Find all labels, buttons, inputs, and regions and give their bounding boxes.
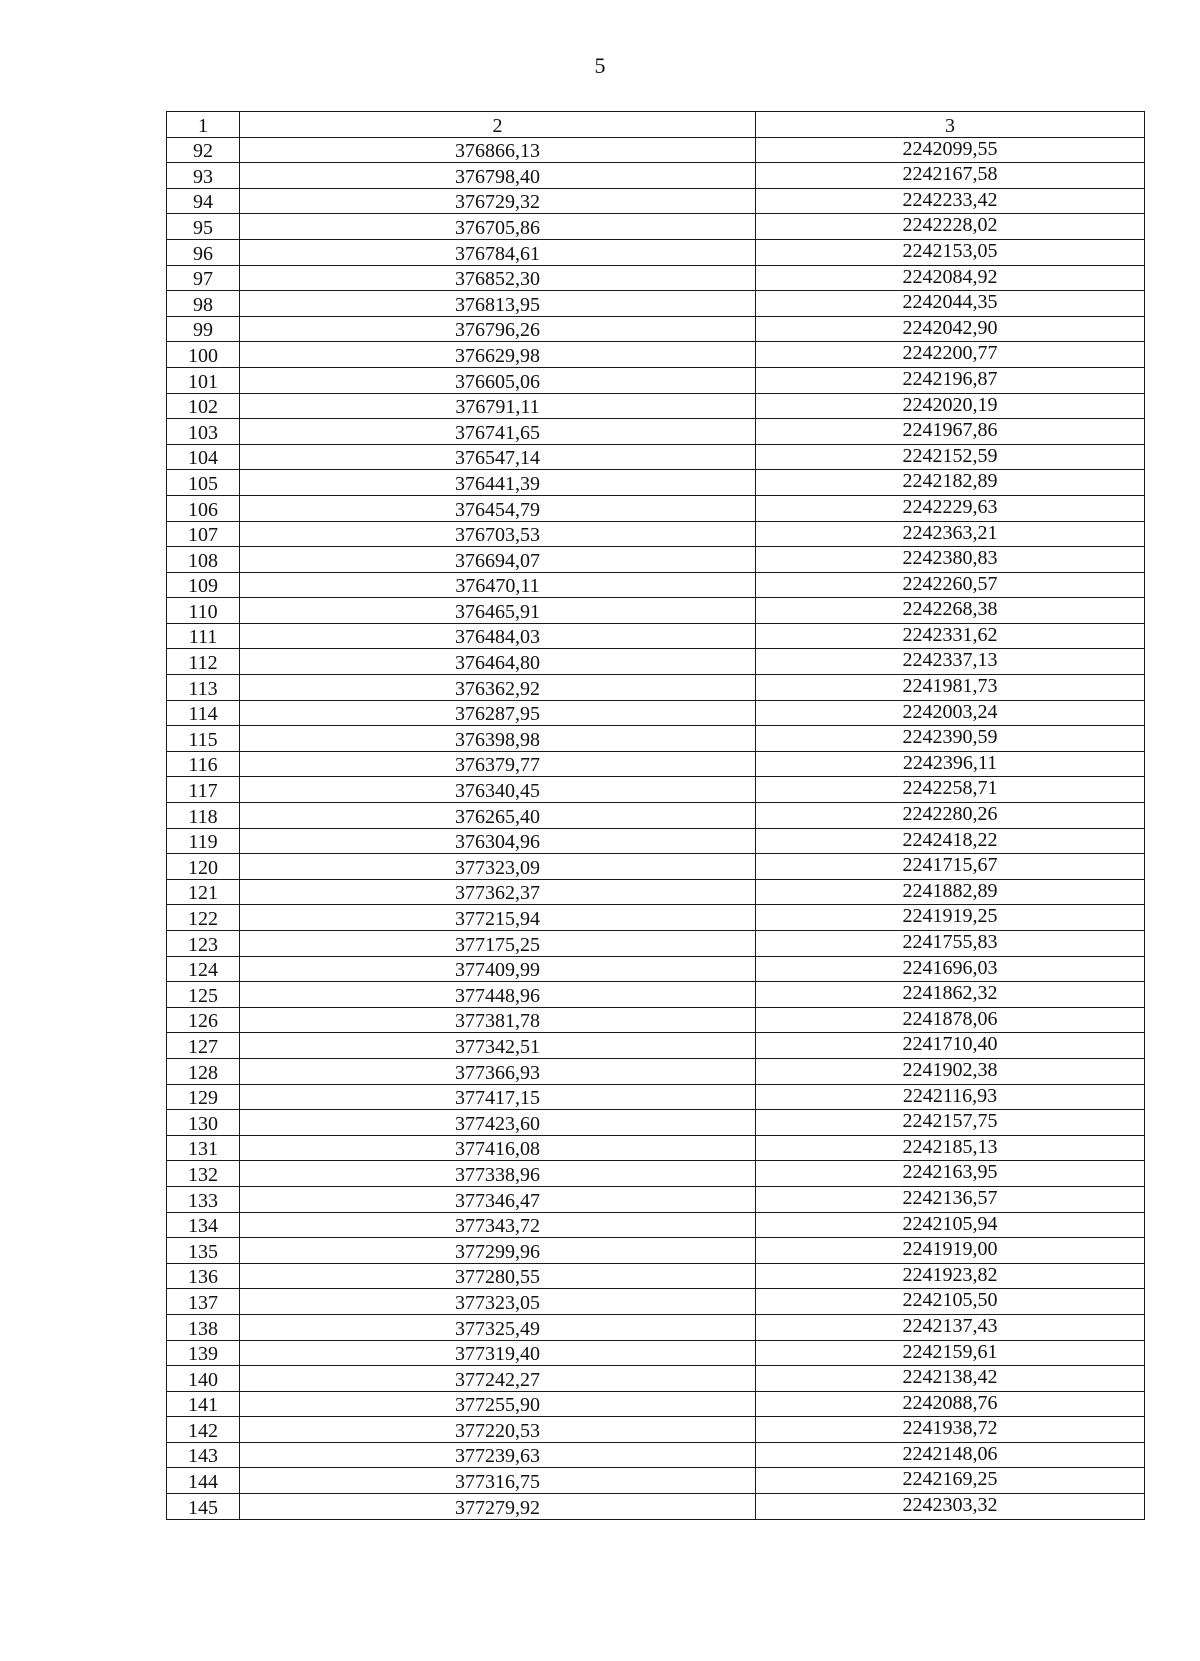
- table-row: [167, 598, 1145, 624]
- x-coordinate-cell: 376454,79: [240, 495, 756, 521]
- y-coordinate-cell: 2242363,21: [756, 521, 1145, 547]
- point-number-cell: 120: [167, 854, 240, 880]
- y-coordinate-cell: 2242258,71: [756, 777, 1145, 803]
- y-coordinate-cell: 2242303,32: [756, 1494, 1145, 1520]
- point-number-cell: 135: [167, 1238, 240, 1264]
- y-coordinate-cell: 2242152,59: [756, 444, 1145, 470]
- point-number-cell: 110: [167, 598, 240, 624]
- point-number-cell: 128: [167, 1058, 240, 1084]
- column-header-3: 3: [756, 112, 1145, 138]
- y-coordinate-cell: 2242337,13: [756, 649, 1145, 675]
- y-coordinate-cell: 2242136,57: [756, 1186, 1145, 1212]
- table-row: [167, 521, 1145, 547]
- y-coordinate-cell: 2242196,87: [756, 367, 1145, 393]
- point-number-cell: 142: [167, 1417, 240, 1443]
- x-coordinate-cell: 377448,96: [240, 982, 756, 1008]
- table-body: [167, 137, 1145, 1519]
- x-coordinate-cell: 376866,13: [240, 137, 756, 163]
- y-coordinate-cell: 2241715,67: [756, 854, 1145, 880]
- page-number: 5: [594, 53, 606, 78]
- table-row: [167, 700, 1145, 726]
- x-coordinate-cell: 376784,61: [240, 239, 756, 265]
- y-coordinate-cell: 2242105,94: [756, 1212, 1145, 1238]
- y-coordinate-cell: 2242157,75: [756, 1110, 1145, 1136]
- point-number-cell: 145: [167, 1494, 240, 1520]
- point-number-cell: 104: [167, 444, 240, 470]
- x-coordinate-cell: 376304,96: [240, 828, 756, 854]
- x-coordinate-cell: 377409,99: [240, 956, 756, 982]
- table-row: [167, 367, 1145, 393]
- column-header-2: 2: [240, 112, 756, 138]
- table-row: [167, 1033, 1145, 1059]
- table-row: [167, 1238, 1145, 1264]
- y-coordinate-cell: 2241755,83: [756, 931, 1145, 957]
- point-number-cell: 112: [167, 649, 240, 675]
- table-row: [167, 1212, 1145, 1238]
- table-row: [167, 1263, 1145, 1289]
- x-coordinate-cell: 376629,98: [240, 342, 756, 368]
- y-coordinate-cell: 2241981,73: [756, 675, 1145, 701]
- x-coordinate-cell: 377366,93: [240, 1058, 756, 1084]
- point-number-cell: 137: [167, 1289, 240, 1315]
- table-row: [167, 393, 1145, 419]
- x-coordinate-cell: 376798,40: [240, 163, 756, 189]
- y-coordinate-cell: 2242105,50: [756, 1289, 1145, 1315]
- x-coordinate-cell: 376705,86: [240, 214, 756, 240]
- y-coordinate-cell: 2242020,19: [756, 393, 1145, 419]
- x-coordinate-cell: 377316,75: [240, 1468, 756, 1494]
- x-coordinate-cell: 376470,11: [240, 572, 756, 598]
- table-row: [167, 623, 1145, 649]
- point-number-cell: 99: [167, 316, 240, 342]
- y-coordinate-cell: 2242200,77: [756, 342, 1145, 368]
- table-row: [167, 265, 1145, 291]
- y-coordinate-cell: 2242229,63: [756, 495, 1145, 521]
- point-number-cell: 140: [167, 1366, 240, 1392]
- table-row: [167, 1314, 1145, 1340]
- x-coordinate-cell: 377342,51: [240, 1033, 756, 1059]
- table-row: [167, 1442, 1145, 1468]
- point-number-cell: 118: [167, 803, 240, 829]
- y-coordinate-cell: 2242390,59: [756, 726, 1145, 752]
- x-coordinate-cell: 377215,94: [240, 905, 756, 931]
- table-row: [167, 1084, 1145, 1110]
- y-coordinate-cell: 2242099,55: [756, 137, 1145, 163]
- table-row: [167, 163, 1145, 189]
- table-row: [167, 495, 1145, 521]
- table-row: [167, 547, 1145, 573]
- y-coordinate-cell: 2242331,62: [756, 623, 1145, 649]
- point-number-cell: 92: [167, 137, 240, 163]
- point-number-cell: 129: [167, 1084, 240, 1110]
- y-coordinate-cell: 2241862,32: [756, 982, 1145, 1008]
- x-coordinate-cell: 376813,95: [240, 291, 756, 317]
- table-row: [167, 214, 1145, 240]
- column-header-1: 1: [167, 112, 240, 138]
- coordinates-table: [166, 111, 1145, 1520]
- table-row: [167, 137, 1145, 163]
- table-row: [167, 956, 1145, 982]
- point-number-cell: 95: [167, 214, 240, 240]
- point-number-cell: 138: [167, 1314, 240, 1340]
- y-coordinate-cell: 2241919,25: [756, 905, 1145, 931]
- table-row: [167, 854, 1145, 880]
- point-number-cell: 94: [167, 188, 240, 214]
- x-coordinate-cell: 377239,63: [240, 1442, 756, 1468]
- x-coordinate-cell: 376729,32: [240, 188, 756, 214]
- point-number-cell: 143: [167, 1442, 240, 1468]
- table-row: [167, 419, 1145, 445]
- x-coordinate-cell: 376796,26: [240, 316, 756, 342]
- table-row: [167, 470, 1145, 496]
- x-coordinate-cell: 376605,06: [240, 367, 756, 393]
- table-row: [167, 1468, 1145, 1494]
- x-coordinate-cell: 376547,14: [240, 444, 756, 470]
- table-row: [167, 1135, 1145, 1161]
- y-coordinate-cell: 2242268,38: [756, 598, 1145, 624]
- table-row: [167, 1007, 1145, 1033]
- point-number-cell: 96: [167, 239, 240, 265]
- point-number-cell: 109: [167, 572, 240, 598]
- y-coordinate-cell: 2242163,95: [756, 1161, 1145, 1187]
- table-header-row: [167, 112, 1145, 138]
- y-coordinate-cell: 2242260,57: [756, 572, 1145, 598]
- point-number-cell: 106: [167, 495, 240, 521]
- x-coordinate-cell: 376398,98: [240, 726, 756, 752]
- y-coordinate-cell: 2241967,86: [756, 419, 1145, 445]
- point-number-cell: 139: [167, 1340, 240, 1366]
- point-number-cell: 133: [167, 1186, 240, 1212]
- point-number-cell: 115: [167, 726, 240, 752]
- table-row: [167, 316, 1145, 342]
- table-row: [167, 649, 1145, 675]
- point-number-cell: 126: [167, 1007, 240, 1033]
- x-coordinate-cell: 376852,30: [240, 265, 756, 291]
- point-number-cell: 116: [167, 751, 240, 777]
- point-number-cell: 107: [167, 521, 240, 547]
- x-coordinate-cell: 377255,90: [240, 1391, 756, 1417]
- y-coordinate-cell: 2241710,40: [756, 1033, 1145, 1059]
- table-row: [167, 931, 1145, 957]
- point-number-cell: 122: [167, 905, 240, 931]
- y-coordinate-cell: 2241696,03: [756, 956, 1145, 982]
- point-number-cell: 136: [167, 1263, 240, 1289]
- x-coordinate-cell: 377323,05: [240, 1289, 756, 1315]
- x-coordinate-cell: 376441,39: [240, 470, 756, 496]
- x-coordinate-cell: 377299,96: [240, 1238, 756, 1264]
- x-coordinate-cell: 377319,40: [240, 1340, 756, 1366]
- x-coordinate-cell: 376703,53: [240, 521, 756, 547]
- point-number-cell: 132: [167, 1161, 240, 1187]
- table-row: [167, 572, 1145, 598]
- y-coordinate-cell: 2241938,72: [756, 1417, 1145, 1443]
- x-coordinate-cell: 377175,25: [240, 931, 756, 957]
- y-coordinate-cell: 2241919,00: [756, 1238, 1145, 1264]
- point-number-cell: 102: [167, 393, 240, 419]
- y-coordinate-cell: 2242396,11: [756, 751, 1145, 777]
- table-row: [167, 982, 1145, 1008]
- table-row: [167, 1161, 1145, 1187]
- table-row: [167, 751, 1145, 777]
- point-number-cell: 113: [167, 675, 240, 701]
- table-row: [167, 879, 1145, 905]
- table-row: [167, 675, 1145, 701]
- x-coordinate-cell: 376694,07: [240, 547, 756, 573]
- x-coordinate-cell: 377338,96: [240, 1161, 756, 1187]
- x-coordinate-cell: 376362,92: [240, 675, 756, 701]
- x-coordinate-cell: 377346,47: [240, 1186, 756, 1212]
- x-coordinate-cell: 377325,49: [240, 1314, 756, 1340]
- x-coordinate-cell: 376379,77: [240, 751, 756, 777]
- table-row: [167, 444, 1145, 470]
- y-coordinate-cell: 2242137,43: [756, 1314, 1145, 1340]
- point-number-cell: 141: [167, 1391, 240, 1417]
- table-row: [167, 1110, 1145, 1136]
- y-coordinate-cell: 2242153,05: [756, 239, 1145, 265]
- y-coordinate-cell: 2242116,93: [756, 1084, 1145, 1110]
- x-coordinate-cell: 377343,72: [240, 1212, 756, 1238]
- table-row: [167, 239, 1145, 265]
- table-row: [167, 1340, 1145, 1366]
- point-number-cell: 103: [167, 419, 240, 445]
- x-coordinate-cell: 377416,08: [240, 1135, 756, 1161]
- x-coordinate-cell: 377279,92: [240, 1494, 756, 1520]
- point-number-cell: 123: [167, 931, 240, 957]
- table-row: [167, 1366, 1145, 1392]
- x-coordinate-cell: 377417,15: [240, 1084, 756, 1110]
- table-row: [167, 828, 1145, 854]
- point-number-cell: 134: [167, 1212, 240, 1238]
- point-number-cell: 130: [167, 1110, 240, 1136]
- table-row: [167, 777, 1145, 803]
- table-row: [167, 905, 1145, 931]
- point-number-cell: 100: [167, 342, 240, 368]
- x-coordinate-cell: 376484,03: [240, 623, 756, 649]
- x-coordinate-cell: 376287,95: [240, 700, 756, 726]
- point-number-cell: 117: [167, 777, 240, 803]
- table-row: [167, 1417, 1145, 1443]
- point-number-cell: 124: [167, 956, 240, 982]
- table-row: [167, 188, 1145, 214]
- y-coordinate-cell: 2241878,06: [756, 1007, 1145, 1033]
- y-coordinate-cell: 2242044,35: [756, 291, 1145, 317]
- point-number-cell: 131: [167, 1135, 240, 1161]
- x-coordinate-cell: 377423,60: [240, 1110, 756, 1136]
- point-number-cell: 125: [167, 982, 240, 1008]
- table-row: [167, 1391, 1145, 1417]
- y-coordinate-cell: 2242148,06: [756, 1442, 1145, 1468]
- table-row: [167, 1058, 1145, 1084]
- table-row: [167, 1494, 1145, 1520]
- y-coordinate-cell: 2242380,83: [756, 547, 1145, 573]
- y-coordinate-cell: 2241902,38: [756, 1058, 1145, 1084]
- y-coordinate-cell: 2242138,42: [756, 1366, 1145, 1392]
- x-coordinate-cell: 377362,37: [240, 879, 756, 905]
- x-coordinate-cell: 376791,11: [240, 393, 756, 419]
- x-coordinate-cell: 377220,53: [240, 1417, 756, 1443]
- point-number-cell: 144: [167, 1468, 240, 1494]
- y-coordinate-cell: 2241882,89: [756, 879, 1145, 905]
- table-row: [167, 1186, 1145, 1212]
- x-coordinate-cell: 377323,09: [240, 854, 756, 880]
- x-coordinate-cell: 376340,45: [240, 777, 756, 803]
- y-coordinate-cell: 2242182,89: [756, 470, 1145, 496]
- y-coordinate-cell: 2242233,42: [756, 188, 1145, 214]
- x-coordinate-cell: 376265,40: [240, 803, 756, 829]
- point-number-cell: 119: [167, 828, 240, 854]
- point-number-cell: 105: [167, 470, 240, 496]
- x-coordinate-cell: 377280,55: [240, 1263, 756, 1289]
- x-coordinate-cell: 376464,80: [240, 649, 756, 675]
- x-coordinate-cell: 377381,78: [240, 1007, 756, 1033]
- point-number-cell: 108: [167, 547, 240, 573]
- x-coordinate-cell: 376741,65: [240, 419, 756, 445]
- y-coordinate-cell: 2242042,90: [756, 316, 1145, 342]
- y-coordinate-cell: 2241923,82: [756, 1263, 1145, 1289]
- y-coordinate-cell: 2242418,22: [756, 828, 1145, 854]
- x-coordinate-cell: 377242,27: [240, 1366, 756, 1392]
- y-coordinate-cell: 2242185,13: [756, 1135, 1145, 1161]
- y-coordinate-cell: 2242228,02: [756, 214, 1145, 240]
- point-number-cell: 114: [167, 700, 240, 726]
- y-coordinate-cell: 2242159,61: [756, 1340, 1145, 1366]
- table-row: [167, 291, 1145, 317]
- y-coordinate-cell: 2242169,25: [756, 1468, 1145, 1494]
- table-row: [167, 342, 1145, 368]
- point-number-cell: 93: [167, 163, 240, 189]
- point-number-cell: 97: [167, 265, 240, 291]
- table-row: [167, 803, 1145, 829]
- point-number-cell: 98: [167, 291, 240, 317]
- y-coordinate-cell: 2242003,24: [756, 700, 1145, 726]
- table-row: [167, 726, 1145, 752]
- point-number-cell: 101: [167, 367, 240, 393]
- y-coordinate-cell: 2242084,92: [756, 265, 1145, 291]
- point-number-cell: 111: [167, 623, 240, 649]
- y-coordinate-cell: 2242088,76: [756, 1391, 1145, 1417]
- y-coordinate-cell: 2242280,26: [756, 803, 1145, 829]
- y-coordinate-cell: 2242167,58: [756, 163, 1145, 189]
- point-number-cell: 127: [167, 1033, 240, 1059]
- point-number-cell: 121: [167, 879, 240, 905]
- x-coordinate-cell: 376465,91: [240, 598, 756, 624]
- table-row: [167, 1289, 1145, 1315]
